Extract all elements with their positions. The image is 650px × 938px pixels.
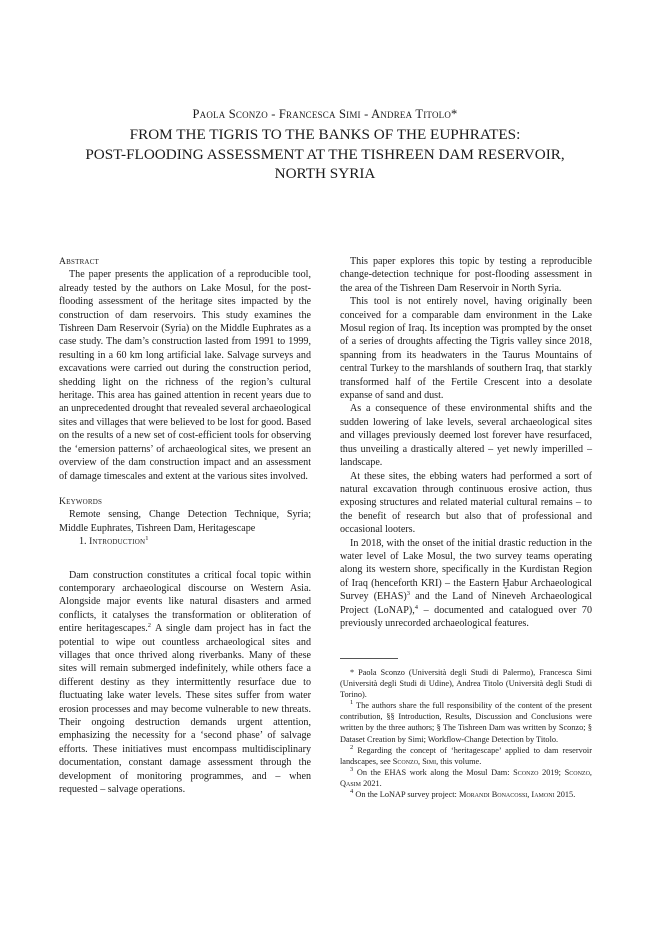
footnote-2-text-end: , this volume.: [436, 756, 482, 766]
footnote-3-citation-2: Sconzo, Qasim: [340, 767, 592, 788]
body-paragraph-4: At these sites, the ebbing waters had performed a sort of natural excavation through continuous erosive action, thus exposing structures and related material cultural remains – to the benefit of research but also that of professional and occasional looters.: [340, 470, 592, 536]
footnote-mark-1: 1: [350, 699, 354, 707]
footnote-4-text-end: 2015.: [554, 790, 576, 800]
intro-text-b: A single dam project has in fact the potential to wipe out countless archaeological sites and villages that once thrived along riverbanks. Many of these sites will remain submerged indefinitely, while others face a different destiny as they intermittently resurface due to fluctuating lake water levels. These sites suffer from water erosion processes and may become vulnerable to new threats. Their ongoing destruction demands urgent attention, emphasizing the necessity for a ‘second phase’ of salvage efforts. These initiatives must encompass multidisciplinary documentation, constant damage assessment through the development of monitoring programmes, and – when requested – salvage operations.: [59, 623, 312, 796]
footnote-mark-2: 2: [350, 743, 354, 751]
footnote-3: [340, 767, 592, 789]
footnote-ref-3[interactable]: 3: [406, 590, 411, 598]
footnote-4: [340, 789, 592, 800]
footnote-3-text: On the EHAS work along the Mosul Dam:: [353, 767, 514, 777]
footnote-divider: [340, 658, 398, 659]
body-paragraph-5: [340, 537, 592, 631]
right-column: [340, 255, 592, 630]
paper-title: [40, 125, 610, 184]
footnote-mark-3: 3: [350, 765, 354, 773]
body-paragraph-2: This tool is not entirely novel, having originally been conceived for a comparable dam environment in the Lake Mosul region of Iraq. Its inception was prompted by the onset of a series of droughts affecting the Tigris valley since 2018, spanning from its headwaters in the Taurus Mountains of central Turkey to the marshlands of southern Iraq, that starkly transformed half of the Fertile Crescent into a desolate expanse of sand and dust.: [340, 296, 592, 402]
footnote-mark-4: 4: [350, 788, 354, 796]
title-line-1: FROM THE TIGRIS TO THE BANKS OF THE EUPHRATES:: [129, 126, 521, 143]
abstract-heading: Abstract: [59, 256, 100, 267]
footnote-2-citation: Sconzo, Simi: [392, 756, 437, 766]
left-column: [59, 255, 311, 796]
p5-text-b: and the Land of Nineveh Archaeological Project (LoNAP),: [340, 591, 592, 616]
body-paragraph-3: As a consequence of these environmental shifts and the sudden lowering of lake levels, several archaeological sites and villages previously deemed lost forever have resurfaced, thus unveiling a drastically altered – yet newly imperilled – landscape.: [340, 403, 592, 469]
footnote-ref-1[interactable]: 1: [145, 535, 149, 543]
section-number: 1.: [79, 536, 87, 548]
footnote-3-text-mid: 2019;: [538, 767, 565, 777]
footnote-1-text: The authors share the full responsibility of the content of the present contribution, §§ Introduction, Results, Discussion and Conclusions were written by the three authors; § The Tishreen Dam was written by Sconzo; § Dataset Creation by Simi; Workflow-Change Detection by Titolo.: [340, 701, 592, 744]
title-line-2: POST-FLOODING ASSESSMENT AT THE TISHREEN DAM RESERVOIR,: [85, 145, 565, 163]
footnote-4-text: On the LoNAP survey project:: [353, 790, 459, 800]
author-line: Paola Sconzo - Francesca Simi - Andrea Titolo*: [192, 107, 458, 121]
abstract-text: The paper presents the application of a reproducible tool, already tested by the authors on Lake Mosul, for the post-flooding assessment of the heritage sites impacted by the construction of dam reservoirs. This study examines the Tishreen Dam Reservoir (Syria) on the Middle Euphrates as a case study. The dam’s construction lasted from 1991 to 1999, resulting in a 60 km long artificial lake. Salvage surveys and excavations were carried out during the construction period, shedding light on the richness of the region’s cultural heritage. This area has gained attention in recent years due to an unprecedented drought that revealed several archaeological sites and villages that were believed to be lost for good. Based on the results of a new set of cost-efficient tools for observing the ‘emersion patterns’ of archaeological sites, we present an overview of the dam construction impact and an assessment of damage timescales and extent at the various sites involved.: [59, 269, 311, 482]
keywords-heading: Keywords: [59, 495, 103, 507]
footnote-ref-4[interactable]: 4: [414, 603, 419, 611]
footnote-3-citation-1: Sconzo: [513, 767, 539, 777]
intro-text-a: Dam construction constitutes a critical focal topic within contemporary archaeological discourse on Western Asia. Alongside major events like natural disasters and armed conflicts, it catalyses the transformation or obliteration of entire heritagescapes.: [59, 569, 311, 635]
footnote-2-text: Regarding the concept of ‘heritagescape’ applied to dam reservoir landscapes, see: [340, 745, 592, 766]
footnote-ref-2[interactable]: 2: [147, 622, 152, 630]
footnote-affiliations: * Paola Sconzo (Università degli Studi di Palermo), Francesca Simi (Università degli Studi di Udine), Andrea Titolo (Università degli Studi di Torino).: [340, 668, 592, 700]
body-paragraph-1: This paper explores this topic by testing a reproducible change-detection technique for post-flooding assessment in the area of the Tishreen Dam Reservoir in North Syria.: [340, 256, 592, 294]
section-title: Introduction: [89, 536, 146, 548]
introduction-heading: [59, 535, 311, 548]
p5-text-a: In 2018, with the onset of the initial drastic reduction in the water level of Lake Mosul, the two survey teams operating along its western shore, specifically in the Kurdistan Region of Iraq (henceforth KRI) – the Eastern Ḫabur Archaeological Survey (EHAS): [340, 537, 592, 603]
p5-text-c: – documented and catalogued over 70 previously unrecorded archaeological features.: [340, 604, 593, 629]
footnote-3-text-end: 2021.: [361, 778, 382, 788]
footnote-2: [340, 745, 592, 767]
title-line-3: NORTH SYRIA: [274, 165, 376, 182]
introduction-paragraph: [59, 569, 311, 797]
footnote-4-citation: Morandi Bonacossi, Iamoni: [458, 790, 555, 800]
footnotes: [340, 667, 592, 800]
keywords-text: Remote sensing, Change Detection Technique, Syria; Middle Euphrates, Tishreen Dam, Heritagescape: [59, 509, 311, 534]
footnote-1: [340, 700, 592, 744]
